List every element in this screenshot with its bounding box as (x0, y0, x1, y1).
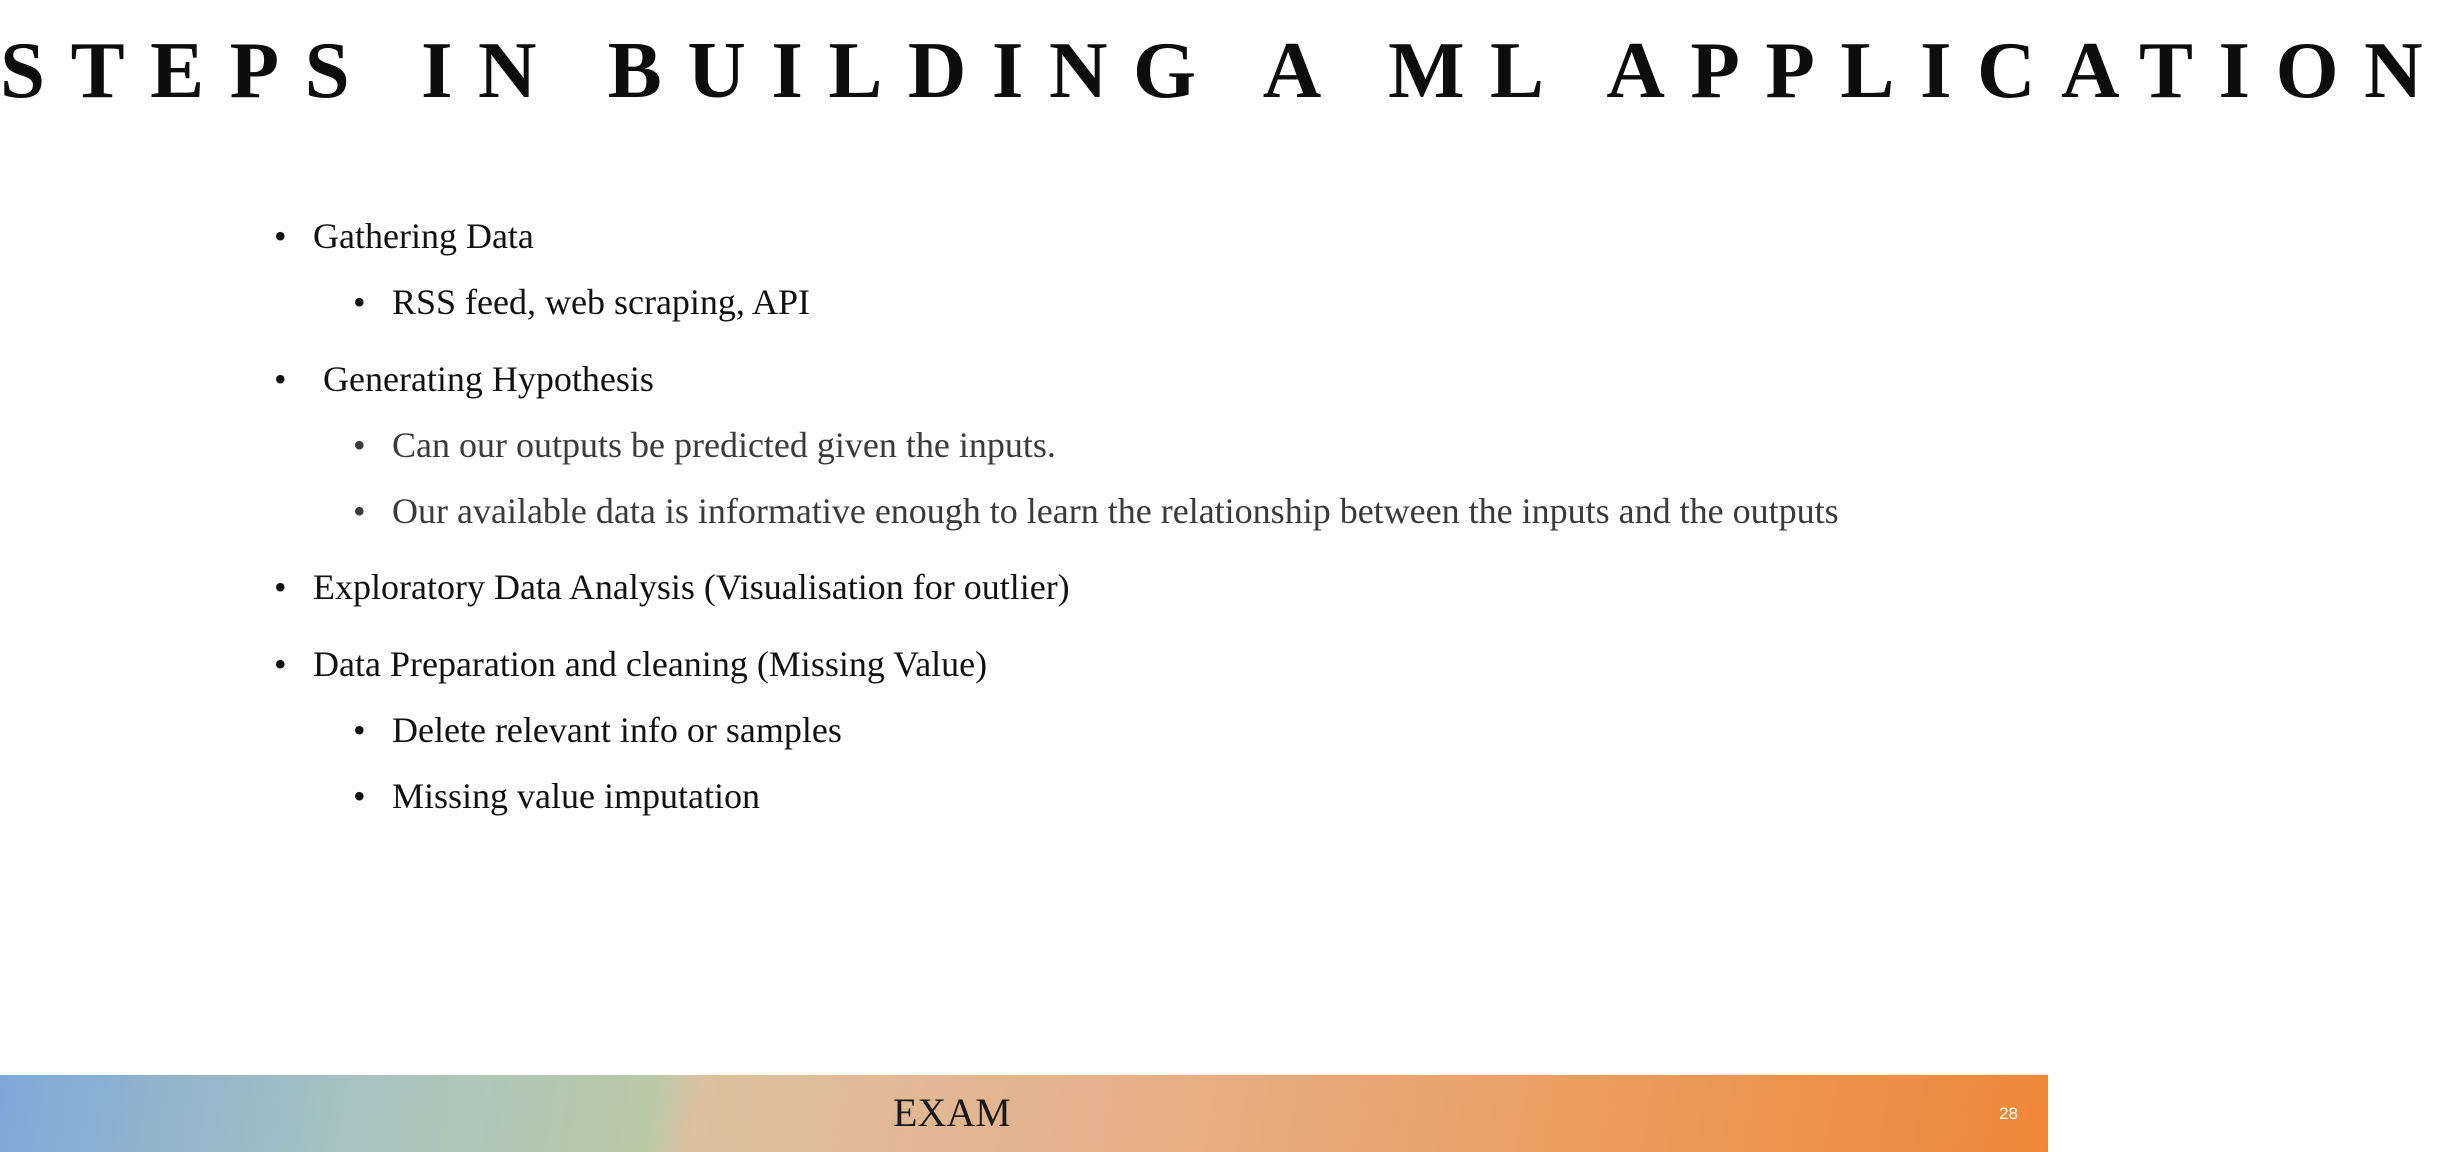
bullet-text: Data Preparation and cleaning (Missing Value) (313, 644, 988, 684)
slide-title: STEPS IN BUILDING A ML APPLICATION (0, 25, 2448, 115)
bullet-text: Gathering Data (313, 216, 534, 256)
bullet-point: • (353, 491, 366, 531)
bullet-point: • (353, 776, 366, 816)
footer-label: EXAM (893, 1090, 1011, 1135)
bullet-point: • (274, 567, 287, 607)
bullet-point: • (274, 644, 287, 684)
page-number: 28 (1999, 1104, 2018, 1123)
bullet-text: Exploratory Data Analysis (Visualisation for outlier) (313, 567, 1070, 607)
bullet-text: Our available data is informative enough to learn the relationship between the inputs and the outputs (392, 491, 1839, 531)
bullet-text: RSS feed, web scraping, API (392, 282, 810, 322)
bullet-point: • (274, 216, 287, 256)
bullet-text: Can our outputs be predicted given the inputs. (392, 425, 1056, 465)
bullet-point: • (353, 710, 366, 750)
bullet-text: Generating Hypothesis (323, 359, 654, 399)
bullet-text: Missing value imputation (392, 776, 760, 816)
bullet-point: • (353, 282, 366, 322)
footer-bar (0, 1075, 2048, 1152)
bullet-point: • (274, 359, 287, 399)
bullet-point: • (353, 425, 366, 465)
bullet-text: Delete relevant info or samples (392, 710, 842, 750)
